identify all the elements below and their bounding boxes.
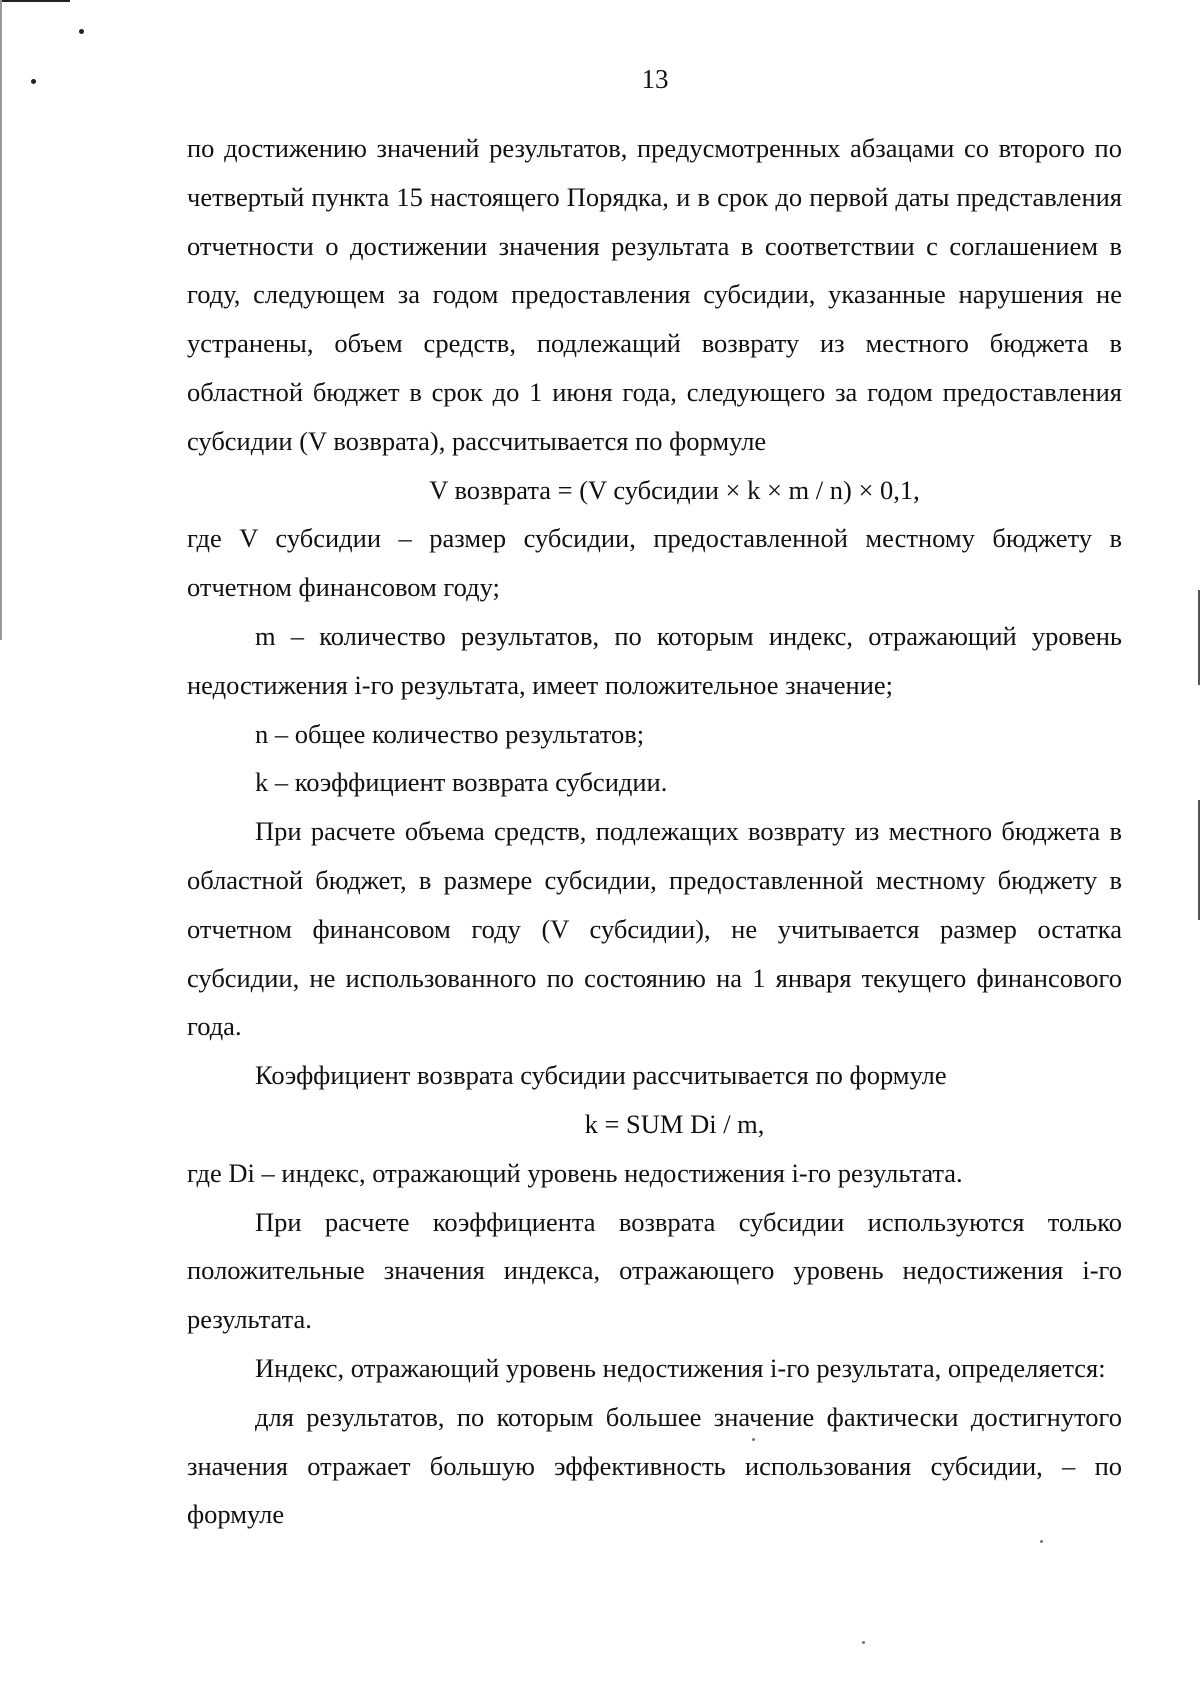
definition-k: k – коэффициент возврата субсидии. (255, 767, 668, 798)
scan-dot (79, 29, 84, 34)
formula-k: k = SUM Di / m, (584, 1108, 765, 1139)
scan-speck (1040, 1540, 1043, 1543)
paragraph: Коэффициент возврата субсидии рассчитывается по формуле (255, 1060, 947, 1091)
page-number: 13 (641, 64, 669, 94)
scan-edge-line (0, 0, 70, 2)
formula-v-return: V возврата = (V субсидии × k × m / n) × 0,1, (429, 474, 920, 505)
paragraph: где Di – индекс, отражающий уровень недостижения i-го результата. (187, 1157, 963, 1188)
definition-m: m – количество результатов, по которым индекс, отражающий уровень недостижения i-го результата, имеет положительное значение; (187, 620, 1122, 700)
paragraph: для результатов, по которым большее значение фактически достигнутого значения отражает большую эффективность использования субсидии, – по формуле (187, 1401, 1122, 1530)
paragraph: При расчете объема средств, подлежащих возврату из местного бюджета в областной бюджет, в размере субсидии, предоставленной местному бюджету в отчетном финансовом году (V субсидии), не учитывается размер остатка субсидии, не использованного по состоянию на 1 января текущего финансового года. (187, 816, 1122, 1042)
definition-n: n – общее количество результатов; (255, 718, 645, 749)
paragraph: При расчете коэффициента возврата субсидии используются только положительные значения индекса, отражающего уровень недостижения i-го результата. (187, 1206, 1122, 1335)
paragraph: где V субсидии – размер субсидии, предоставленной местному бюджету в отчетном финансовом году; (187, 523, 1122, 603)
paragraph: Индекс, отражающий уровень недостижения i-го результата, определяется: (255, 1352, 1106, 1383)
scan-speck (862, 1641, 865, 1644)
paragraph: по достижению значений результатов, предусмотренных абзацами со второго по четвертый пункта 15 настоящего Порядка, и в срок до первой даты представления отчетности о достижении значения результата в соответствии с соглашением в году, следующем за годом предоставления субсидии, указанные нарушения не устранены, объем средств, подлежащий возврату из местного бюджета в областной бюджет в срок до 1 июня года, следующего за годом предоставления субсидии (V возврата), рассчитывается по формуле (187, 133, 1122, 456)
document-body (187, 124, 1122, 1539)
scan-edge-line (0, 0, 2, 640)
